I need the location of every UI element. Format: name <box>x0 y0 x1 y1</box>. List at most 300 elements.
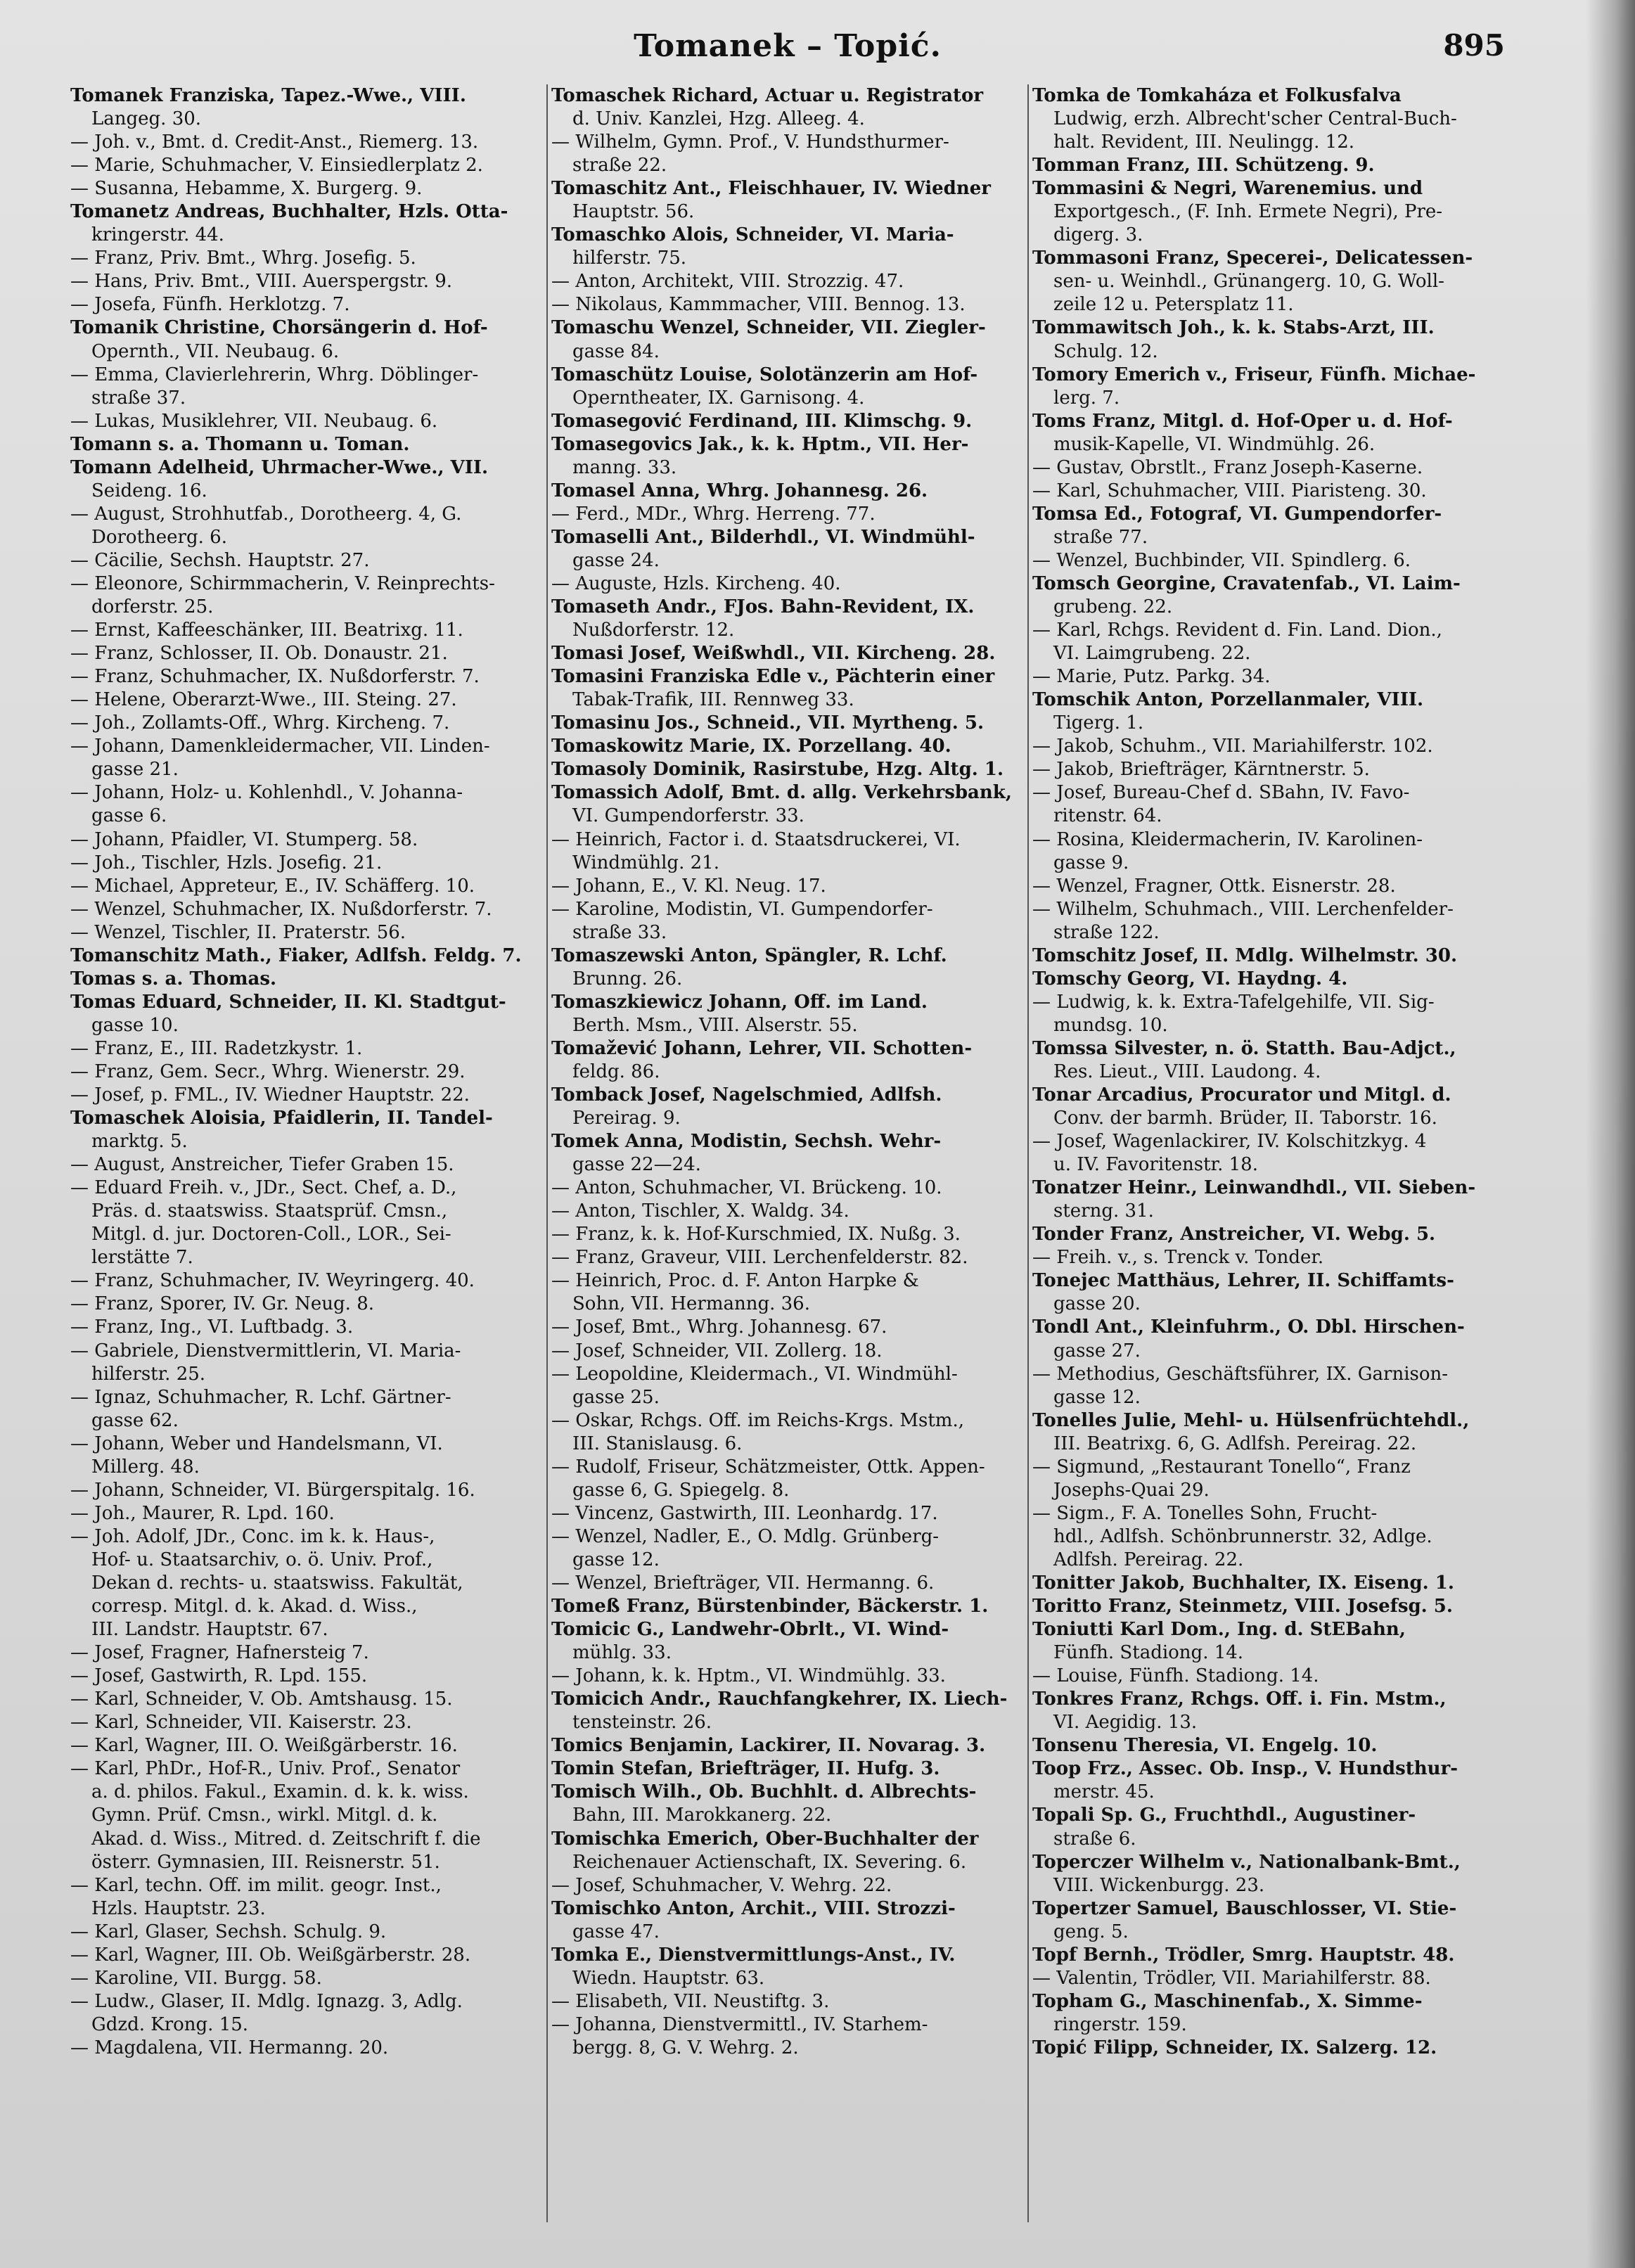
entry-line: Tomicich Andr., Rauchfangkehrer, IX. Liech- <box>551 1689 1008 1710</box>
directory-entry <box>551 480 1024 503</box>
entry-continuation: sterng. 31. <box>1053 1200 1154 1222</box>
directory-entry <box>70 1084 543 1107</box>
entry-line: Tonder Franz, Anstreicher, VI. Webg. 5. <box>1032 1224 1436 1245</box>
directory-entry <box>1032 781 1505 828</box>
directory-entry <box>1032 1757 1505 1804</box>
entry-line: Tomasegović Ferdinand, III. Klimschg. 9. <box>551 410 973 432</box>
entry-line: — Karl, PhDr., Hof-R., Univ. Prof., Senator <box>70 1758 461 1780</box>
entry-continuation: dorferstr. 25. <box>91 596 214 618</box>
directory-entry <box>1032 758 1505 781</box>
directory-entry <box>551 1781 1024 1827</box>
entry-continuation: gasse 9. <box>1053 852 1129 873</box>
directory-entry <box>551 1874 1024 1897</box>
entry-continuation: Pereirag. 9. <box>572 1108 681 1129</box>
directory-entry <box>70 1340 543 1386</box>
directory-entry <box>1032 875 1505 898</box>
entry-line: — Wenzel, Nadler, E., O. Mdlg. Grünberg- <box>551 1525 940 1547</box>
entry-line: — Methodius, Geschäftsführer, IX. Garnison- <box>1032 1363 1449 1385</box>
entry-line: — Leopoldine, Kleidermach., VI. Windmühl- <box>551 1363 958 1385</box>
entry-line: — Anton, Tischler, X. Waldg. 34. <box>551 1200 849 1222</box>
directory-entry <box>551 875 1024 898</box>
entry-continuation: digerg. 3. <box>1053 224 1143 246</box>
directory-entry <box>1032 968 1505 991</box>
entry-line: — Marie, Schuhmacher, V. Einsiedlerplatz 2. <box>70 155 483 177</box>
entry-continuation: Tabak-Trafik, III. Rennweg 33. <box>572 689 854 711</box>
entry-continuation: Hauptstr. 56. <box>572 201 695 223</box>
entry-line: Tomaskowitz Marie, IX. Porzellang. 40. <box>551 736 951 757</box>
entry-line: — Wenzel, Tischler, II. Praterstr. 56. <box>70 921 406 943</box>
entry-line: — Magdalena, VII. Hermanng. 20. <box>70 2037 389 2058</box>
entry-line: — Karl, techn. Off. im milit. geogr. Inst., <box>70 1874 442 1896</box>
directory-entry <box>70 712 543 735</box>
directory-entry <box>551 1200 1024 1223</box>
directory-entry <box>70 316 543 363</box>
entry-line: — Josefa, Fünfh. Herklotzg. 7. <box>70 294 350 316</box>
directory-entry <box>1032 1037 1505 1084</box>
directory-entry <box>1032 1967 1505 1990</box>
entry-line: Tomsa Ed., Fotograf, VI. Gumpendorfer- <box>1032 503 1442 525</box>
entry-line: Tomka E., Dienstvermittlungs-Anst., IV. <box>551 1944 956 1966</box>
directory-entry <box>551 316 1024 363</box>
entry-continuation: hilferstr. 75. <box>572 248 687 269</box>
directory-entry <box>70 131 543 154</box>
entry-line: — Franz, Ing., VI. Luftbadg. 3. <box>70 1316 354 1338</box>
entry-line: Topham G., Maschinenfab., X. Simme- <box>1032 1990 1423 2012</box>
directory-entry <box>70 1921 543 1944</box>
entry-line: — Johann, Holz- u. Kohlenhdl., V. Johanna- <box>70 782 463 804</box>
directory-entry <box>1032 1804 1505 1850</box>
directory-entry <box>1032 1409 1505 1456</box>
entry-line: — Johann, k. k. Hptm., VI. Windmühlg. 33. <box>551 1665 946 1687</box>
entry-line: Tomasel Anna, Whrg. Johannesg. 26. <box>551 480 928 501</box>
entry-continuation: gasse 10. <box>91 1014 179 1036</box>
entry-line: Tomas Eduard, Schneider, II. Kl. Stadtgut- <box>70 991 506 1013</box>
entry-continuation: Brunng. 26. <box>572 968 683 989</box>
directory-entry <box>1032 572 1505 619</box>
entry-line: Tomback Josef, Nagelschmied, Adlfsh. <box>551 1084 942 1106</box>
directory-entry <box>1032 1316 1505 1362</box>
entry-line: — Josef, p. FML., IV. Wiedner Hauptstr. 22. <box>70 1084 470 1106</box>
entry-line: — Johann, Schneider, VI. Bürgerspitalg. 16. <box>70 1479 475 1501</box>
entry-line: — Heinrich, Factor i. d. Staatsdruckerei, VI. <box>551 828 961 850</box>
entry-continuation: straße 22. <box>572 155 667 177</box>
directory-entry <box>70 688 543 712</box>
directory-entry <box>551 944 1024 991</box>
directory-entry <box>1032 2037 1505 2060</box>
directory-entry <box>551 1572 1024 1595</box>
entry-line: Tomaschko Alois, Schneider, VI. Maria- <box>551 224 954 246</box>
entry-line: — Wenzel, Fragner, Ottk. Eisnerstr. 28. <box>1032 875 1396 897</box>
entry-continuation: gasse 22—24. <box>572 1154 701 1176</box>
entry-line: — Joh. v., Bmt. d. Credit-Anst., Riemerg. 13. <box>70 132 479 153</box>
entry-line: Tomaseth Andr., FJos. Bahn-Revident, IX. <box>551 596 975 618</box>
directory-entry <box>1032 480 1505 503</box>
directory-entry <box>70 852 543 875</box>
directory-entry <box>551 270 1024 293</box>
entry-line: Tomaszkiewicz Johann, Off. im Land. <box>551 991 928 1013</box>
directory-entry <box>551 1665 1024 1688</box>
directory-entry <box>551 1269 1024 1316</box>
entry-line: — Karl, Schneider, V. Ob. Amtshausg. 15. <box>70 1689 453 1710</box>
directory-entry <box>1032 1130 1505 1177</box>
entry-line: Tomeß Franz, Bürstenbinder, Bäckerstr. 1. <box>551 1596 989 1617</box>
directory-entry <box>551 1502 1024 1525</box>
entry-line: — Wilhelm, Schuhmach., VIII. Lerchenfelder- <box>1032 898 1454 920</box>
directory-entry <box>551 293 1024 316</box>
entry-continuation: Akad. d. Wiss., Mitred. d. Zeitschrift f. die <box>91 1828 481 1850</box>
entry-line: Tomschitz Josef, II. Mdlg. Wilhelmstr. 30. <box>1032 944 1458 966</box>
directory-entry <box>1032 1363 1505 1409</box>
entry-continuation: gasse 27. <box>1053 1340 1141 1362</box>
entry-line: — Jakob, Schuhm., VII. Mariahilferstr. 102. <box>1032 736 1433 757</box>
entry-continuation: gasse 25. <box>572 1386 660 1408</box>
directory-entry <box>70 1502 543 1525</box>
entry-line: — Wilhelm, Gymn. Prof., V. Hundsthurmer- <box>551 132 949 153</box>
directory-entry <box>551 758 1024 781</box>
entry-continuation: Schulg. 12. <box>1053 340 1158 362</box>
entry-line: — Johann, Weber und Handelsmann, VI. <box>70 1433 443 1454</box>
entry-line: — Joh., Maurer, R. Lpd. 160. <box>70 1502 335 1524</box>
entry-continuation: gasse 6. <box>91 805 167 827</box>
entry-line: — Franz, Gem. Secr., Whrg. Wienerstr. 29. <box>70 1061 466 1082</box>
entry-continuation: III. Stanislausg. 6. <box>572 1433 743 1454</box>
entry-line: — Nikolaus, Kammmacher, VIII. Bennog. 13. <box>551 294 966 316</box>
entry-line: — Josef, Wagenlackirer, IV. Kolschitzkyg. 4 <box>1032 1131 1427 1153</box>
entry-line: Tomory Emerich v., Friseur, Fünfh. Michae- <box>1032 364 1476 385</box>
directory-entry <box>551 1688 1024 1734</box>
directory-entry <box>551 1757 1024 1781</box>
entry-line: Tomaselli Ant., Bilderhdl., VI. Windmühl- <box>551 526 975 548</box>
directory-entry <box>70 270 543 293</box>
entry-line: Tomasini Franziska Edle v., Pächterin einer <box>551 666 995 688</box>
entry-line: — Franz, E., III. Radetzkystr. 1. <box>70 1037 363 1059</box>
entry-continuation: bergg. 8, G. V. Wehrg. 2. <box>572 2037 799 2058</box>
directory-entry <box>551 364 1024 410</box>
entry-line: Tommasoni Franz, Specerei-, Delicatessen- <box>1032 248 1473 269</box>
entry-continuation: manng. 33. <box>572 456 677 478</box>
entry-line: Tomanek Franziska, Tapez.-Wwe., VIII. <box>70 85 466 106</box>
entry-line: Tomann s. a. Thomann u. Toman. <box>70 433 410 455</box>
entry-line: — Oskar, Rchgs. Off. im Reichs-Krgs. Mstm., <box>551 1409 964 1431</box>
directory-entry <box>551 131 1024 177</box>
entry-continuation: gasse 6, G. Spiegelg. 8. <box>572 1479 790 1501</box>
entry-line: Toperczer Wilhelm v., Nationalbank-Bmt., <box>1032 1851 1461 1873</box>
directory-entry <box>1032 1665 1505 1688</box>
entry-continuation: Windmühlg. 21. <box>572 852 719 873</box>
entry-line: — Ludwig, k. k. Extra-Tafelgehilfe, VII. Sig- <box>1032 991 1435 1013</box>
entry-continuation: gasse 12. <box>572 1549 660 1570</box>
entry-continuation: Bahn, III. Marokkanerg. 22. <box>572 1805 832 1826</box>
entry-line: Tomssa Silvester, n. ö. Statth. Bau-Adjct., <box>1032 1037 1456 1059</box>
entry-continuation: mundsg. 10. <box>1053 1014 1168 1036</box>
entry-continuation: a. d. philos. Fakul., Examin. d. k. k. wiss. <box>91 1781 469 1803</box>
entry-continuation: Hof- u. Staatsarchiv, o. ö. Univ. Prof., <box>91 1549 433 1570</box>
directory-entry <box>1032 1502 1505 1572</box>
entry-continuation: zeile 12 u. Petersplatz 11. <box>1053 294 1294 316</box>
entry-line: Tommasini & Negri, Warenemius. und <box>1032 178 1423 200</box>
directory-entry <box>1032 665 1505 688</box>
entry-line: — Karoline, VII. Burgg. 58. <box>70 1967 322 1989</box>
directory-entry <box>70 1061 543 1084</box>
directory-entry <box>70 1107 543 1153</box>
entry-line: Tomanschitz Math., Fiaker, Adlfsh. Feldg. 7. <box>70 944 522 966</box>
entry-continuation: Opernth., VII. Neubaug. 6. <box>91 340 340 362</box>
directory-entry <box>551 898 1024 944</box>
directory-entry <box>1032 154 1505 177</box>
directory-entry <box>1032 1734 1505 1757</box>
column-divider <box>546 84 548 2222</box>
directory-entry <box>551 1130 1024 1177</box>
entry-line: — Vincenz, Gastwirth, III. Leonhardg. 17. <box>551 1502 938 1524</box>
entry-continuation: Res. Lieut., VIII. Laudong. 4. <box>1053 1061 1321 1082</box>
directory-entry <box>551 1340 1024 1363</box>
entry-line: — Susanna, Hebamme, X. Burgerg. 9. <box>70 178 423 200</box>
entry-continuation: Operntheater, IX. Garnisong. 4. <box>572 387 865 409</box>
directory-entry <box>551 781 1024 828</box>
entry-line: Tomaschek Richard, Actuar u. Registrator <box>551 85 984 106</box>
directory-entry <box>551 433 1024 480</box>
directory-entry <box>1032 177 1505 247</box>
directory-entry <box>70 875 543 898</box>
directory-entry <box>70 828 543 852</box>
entry-line: Topertzer Samuel, Bauschlosser, VI. Stie- <box>1032 1897 1457 1919</box>
entry-continuation: musik-Kapelle, VI. Windmühlg. 26. <box>1053 433 1376 455</box>
entry-continuation: merstr. 45. <box>1053 1781 1155 1803</box>
entry-line: Tonitter Jakob, Buchhalter, IX. Eiseng. 1. <box>1032 1572 1454 1594</box>
entry-continuation: Tigerg. 1. <box>1053 712 1144 734</box>
entry-continuation: Exportgesch., (F. Inh. Ermete Negri), Pre- <box>1053 201 1443 223</box>
directory-entry <box>70 1153 543 1177</box>
entry-line: — Marie, Putz. Parkg. 34. <box>1032 666 1271 688</box>
entry-line: Tomschik Anton, Porzellanmaler, VIII. <box>1032 689 1424 711</box>
entry-continuation: Seideng. 16. <box>91 480 207 501</box>
entry-line: — Josef, Gastwirth, R. Lpd. 155. <box>70 1665 368 1687</box>
page-number: 895 <box>1443 28 1505 63</box>
page-header <box>70 28 1505 77</box>
directory-entry <box>70 433 543 456</box>
entry-continuation: VI. Gumpendorferstr. 33. <box>572 805 804 827</box>
directory-entry <box>551 991 1024 1037</box>
entry-line: — Freih. v., s. Trenck v. Tonder. <box>1032 1247 1324 1269</box>
entry-continuation: tensteinstr. 26. <box>572 1712 712 1734</box>
entry-line: Toritto Franz, Steinmetz, VIII. Josefsg. 5. <box>1032 1596 1453 1617</box>
directory-entry <box>1032 316 1505 363</box>
directory-entry <box>551 1246 1024 1269</box>
directory-entry <box>551 1223 1024 1246</box>
entry-continuation: straße 33. <box>572 921 667 943</box>
entry-line: Tomaszewski Anton, Spängler, R. Lchf. <box>551 944 947 966</box>
directory-entry <box>70 1316 543 1339</box>
entry-continuation: kringerstr. 44. <box>91 224 224 246</box>
entry-line: — Elisabeth, VII. Neustiftg. 3. <box>551 1990 830 2012</box>
entry-continuation: gasse 21. <box>91 759 179 781</box>
entry-continuation: Dekan d. rechts- u. staatswiss. Fakultät, <box>91 1572 463 1594</box>
directory-entry <box>70 177 543 200</box>
entry-line: Tomischka Emerich, Ober-Buchhalter der <box>551 1828 979 1850</box>
entry-continuation: mühlg. 33. <box>572 1642 672 1664</box>
directory-entry <box>1032 84 1505 154</box>
directory-columns <box>70 84 1505 2222</box>
entry-line: — Louise, Fünfh. Stadiong. 14. <box>1032 1665 1319 1687</box>
entry-line: Tomek Anna, Modistin, Sechsh. Wehr- <box>551 1131 942 1153</box>
entry-line: — Franz, Graveur, VIII. Lerchenfelderstr. 82. <box>551 1247 968 1269</box>
directory-entry <box>551 1944 1024 1990</box>
entry-line: Tonkres Franz, Rchgs. Off. i. Fin. Mstm., <box>1032 1689 1447 1710</box>
entry-continuation: Gymn. Prüf. Cmsn., wirkl. Mitgl. d. k. <box>91 1805 438 1826</box>
directory-entry <box>551 1316 1024 1339</box>
directory-entry <box>1032 1897 1505 1944</box>
directory-entry <box>70 503 543 549</box>
directory-entry <box>1032 1269 1505 1316</box>
entry-continuation: Adlfsh. Pereirag. 22. <box>1053 1549 1244 1570</box>
entry-line: — Anton, Architekt, VIII. Strozzig. 47. <box>551 271 904 293</box>
entry-line: Tomanik Christine, Chorsängerin d. Hof- <box>70 317 488 339</box>
directory-entry <box>551 2013 1024 2060</box>
entry-continuation: Dorotheerg. 6. <box>91 526 227 548</box>
entry-line: — Cäcilie, Sechsh. Hauptstr. 27. <box>70 549 370 571</box>
directory-entry <box>70 1990 543 2037</box>
entry-continuation: u. IV. Favoritenstr. 18. <box>1053 1154 1258 1176</box>
entry-continuation: gasse 47. <box>572 1921 660 1942</box>
entry-continuation: Conv. der barmh. Brüder, II. Taborstr. 16. <box>1053 1108 1437 1129</box>
directory-entry <box>70 456 543 503</box>
directory-entry <box>1032 944 1505 968</box>
directory-entry <box>70 1944 543 1967</box>
page-edge-shadow <box>1586 0 1635 2268</box>
directory-entry <box>70 968 543 991</box>
directory-entry <box>551 1084 1024 1130</box>
entry-line: — Heinrich, Proc. d. F. Anton Harpke & <box>551 1270 919 1292</box>
entry-line: — Karl, Rchgs. Revident d. Fin. Land. Dion., <box>1032 620 1442 641</box>
entry-line: — Franz, Schuhmacher, IX. Nußdorferstr. 7. <box>70 666 480 688</box>
directory-entry <box>551 1828 1024 1874</box>
entry-line: — Karl, Wagner, III. O. Weißgärberstr. 16. <box>70 1735 458 1757</box>
directory-entry <box>70 1433 543 1479</box>
entry-line: Tomaschu Wenzel, Schneider, VII. Ziegler- <box>551 317 986 339</box>
entry-line: — Ignaz, Schuhmacher, R. Lchf. Gärtner- <box>70 1386 451 1408</box>
directory-entry <box>551 1456 1024 1502</box>
entry-line: — Joh. Adolf, JDr., Conc. im k. k. Haus-, <box>70 1525 435 1547</box>
entry-continuation: Reichenauer Actienschaft, IX. Severing. 6. <box>572 1851 967 1873</box>
entry-line: — Anton, Schuhmacher, VI. Brückeng. 10. <box>551 1177 942 1199</box>
directory-entry <box>551 1618 1024 1665</box>
entry-line: — Johann, E., V. Kl. Neug. 17. <box>551 875 826 897</box>
directory-entry <box>70 665 543 688</box>
directory-entry <box>1032 619 1505 665</box>
entry-continuation: Sohn, VII. Hermanng. 36. <box>572 1293 810 1315</box>
entry-line: Tomman Franz, III. Schützeng. 9. <box>1032 155 1375 177</box>
column-2 <box>551 84 1024 2222</box>
entry-line: — Ferd., MDr., Whrg. Herreng. 77. <box>551 503 876 525</box>
entry-continuation: Ludwig, erzh. Albrecht'scher Central-Buch- <box>1053 108 1457 130</box>
directory-entry <box>1032 735 1505 758</box>
directory-entry <box>70 1665 543 1688</box>
column-divider <box>1027 84 1029 2222</box>
entry-continuation: Präs. d. staatswiss. Staatsprüf. Cmsn., <box>91 1200 448 1222</box>
entry-line: Tonar Arcadius, Procurator und Mitgl. d. <box>1032 1084 1451 1106</box>
entry-continuation: gasse 24. <box>572 549 660 571</box>
entry-line: — Johanna, Dienstvermittl., IV. Starhem- <box>551 2013 928 2035</box>
entry-continuation: sen- u. Weinhdl., Grünangerg. 10, G. Woll- <box>1053 271 1444 293</box>
entry-line: — Jakob, Briefträger, Kärntnerstr. 5. <box>1032 759 1370 781</box>
entry-line: Tomas s. a. Thomas. <box>70 968 277 989</box>
directory-entry <box>70 1641 543 1665</box>
entry-continuation: ritenstr. 64. <box>1053 805 1162 827</box>
directory-entry <box>551 665 1024 712</box>
entry-line: Tomanetz Andreas, Buchhalter, Hzls. Otta- <box>70 201 508 223</box>
entry-line: — Wenzel, Buchbinder, VII. Spindlerg. 6. <box>1032 549 1411 571</box>
running-head: Tomanek – Topić. <box>634 28 942 64</box>
entry-line: — Josef, Bureau-Chef d. SBahn, IV. Favo- <box>1032 782 1410 804</box>
directory-entry <box>70 1688 543 1711</box>
directory-entry <box>1032 1618 1505 1665</box>
directory-entry <box>551 642 1024 665</box>
entry-line: Tonatzer Heinr., Leinwandhdl., VII. Sieben- <box>1032 1177 1476 1199</box>
entry-line: — Franz, k. k. Hof-Kurschmied, IX. Nußg. 3. <box>551 1224 961 1245</box>
directory-entry <box>551 735 1024 758</box>
entry-line: Tomicic G., Landwehr-Obrlt., VI. Wind- <box>551 1619 949 1641</box>
directory-entry <box>1032 1688 1505 1734</box>
entry-line: — Eleonore, Schirmmacherin, V. Reinprechts- <box>70 572 495 594</box>
directory-entry <box>70 1269 543 1293</box>
entry-continuation: Nußdorferstr. 12. <box>572 620 735 641</box>
entry-continuation: österr. Gymnasien, III. Reisnerstr. 51. <box>91 1851 440 1873</box>
entry-continuation: straße 122. <box>1053 921 1160 943</box>
entry-line: — Eduard Freih. v., JDr., Sect. Chef, a. D., <box>70 1177 457 1199</box>
entry-line: Tomasegovics Jak., k. k. Hptm., VII. Her- <box>551 433 969 455</box>
directory-entry <box>551 596 1024 642</box>
entry-line: — Hans, Priv. Bmt., VIII. Auerspergstr. 9. <box>70 271 453 293</box>
entry-line: — Wenzel, Briefträger, VII. Hermanng. 6. <box>551 1572 935 1594</box>
entry-line: Tomaschütz Louise, Solotänzerin am Hof- <box>551 364 978 385</box>
entry-line: Tomics Benjamin, Lackirer, II. Novarag. 3. <box>551 1735 986 1757</box>
directory-entry <box>1032 1944 1505 1967</box>
directory-entry <box>551 177 1024 224</box>
entry-continuation: III. Landstr. Hauptstr. 67. <box>91 1619 328 1641</box>
directory-entry <box>551 503 1024 526</box>
entry-line: Tomasi Josef, Weißwhdl., VII. Kircheng. 28. <box>551 643 996 665</box>
directory-entry <box>1032 991 1505 1037</box>
entry-continuation: lerstätte 7. <box>91 1247 193 1269</box>
entry-line: — Josef, Fragner, Hafnersteig 7. <box>70 1642 369 1664</box>
entry-line: — Helene, Oberarzt-Wwe., III. Steing. 27. <box>70 689 457 711</box>
entry-line: Toniutti Karl Dom., Ing. d. StEBahn, <box>1032 1619 1406 1641</box>
entry-line: — Emma, Clavierlehrerin, Whrg. Döblinger- <box>70 364 479 385</box>
entry-continuation: straße 77. <box>1053 526 1148 548</box>
entry-line: Tomsch Georgine, Cravatenfab., VI. Laim- <box>1032 572 1461 594</box>
entry-continuation: Berth. Msm., VIII. Alserstr. 55. <box>572 1014 858 1036</box>
directory-entry <box>1032 503 1505 549</box>
directory-entry <box>1032 247 1505 316</box>
entry-continuation: lerg. 7. <box>1053 387 1120 409</box>
directory-entry <box>70 1757 543 1873</box>
entry-continuation: Fünfh. Stadiong. 14. <box>1053 1642 1244 1664</box>
directory-entry <box>1032 1084 1505 1130</box>
entry-line: Topf Bernh., Trödler, Smrg. Hauptstr. 48. <box>1032 1944 1455 1966</box>
directory-entry <box>551 712 1024 735</box>
directory-entry <box>70 1177 543 1269</box>
directory-entry <box>551 1897 1024 1944</box>
entry-line: Tomasoly Dominik, Rasirstube, Hzg. Altg. 1. <box>551 759 1004 781</box>
directory-entry <box>70 735 543 781</box>
directory-entry <box>1032 1177 1505 1223</box>
entry-line: — Ernst, Kaffeeschänker, III. Beatrixg. 11. <box>70 620 463 641</box>
entry-line: Tomka de Tomkaháza et Folkusfalva <box>1032 85 1402 106</box>
directory-entry <box>1032 410 1505 456</box>
entry-line: Tomasinu Jos., Schneid., VII. Myrtheng. 5. <box>551 712 985 734</box>
entry-continuation: Mitgl. d. jur. Doctoren-Coll., LOR., Sei- <box>91 1224 451 1245</box>
directory-entry <box>70 1711 543 1734</box>
